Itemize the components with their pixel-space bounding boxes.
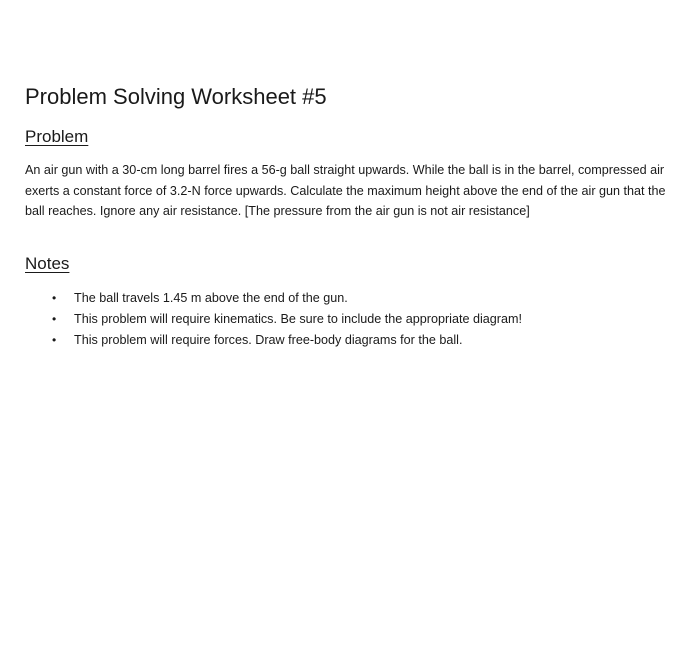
page-title: Problem Solving Worksheet #5 bbox=[25, 84, 327, 109]
note-text: The ball travels 1.45 m above the end of the gun. bbox=[74, 291, 348, 305]
note-text: This problem will require kinematics. Be sure to include the appropriate diagram! bbox=[74, 312, 522, 326]
bullet-icon: • bbox=[52, 312, 57, 326]
problem-text: An air gun with a 30-cm long barrel fires a 56-g ball straight upwards. While the ball is in the barrel, compressed air exerts a constant force of 3.2-N force upwards. Calculate the maximum height above the end of the air gun that the ball reaches. Ignore any air resistance. [The pressure from the air gun is not air resistance] bbox=[25, 163, 666, 218]
list-item bbox=[25, 288, 675, 309]
notes-list bbox=[25, 288, 675, 351]
list-item bbox=[25, 330, 675, 351]
problem-heading: Problem bbox=[25, 127, 89, 146]
list-item bbox=[25, 309, 675, 330]
notes-heading: Notes bbox=[25, 254, 70, 273]
note-text: This problem will require forces. Draw free-body diagrams for the ball. bbox=[74, 333, 463, 347]
bullet-icon: • bbox=[52, 291, 57, 305]
bullet-icon: • bbox=[52, 333, 57, 347]
